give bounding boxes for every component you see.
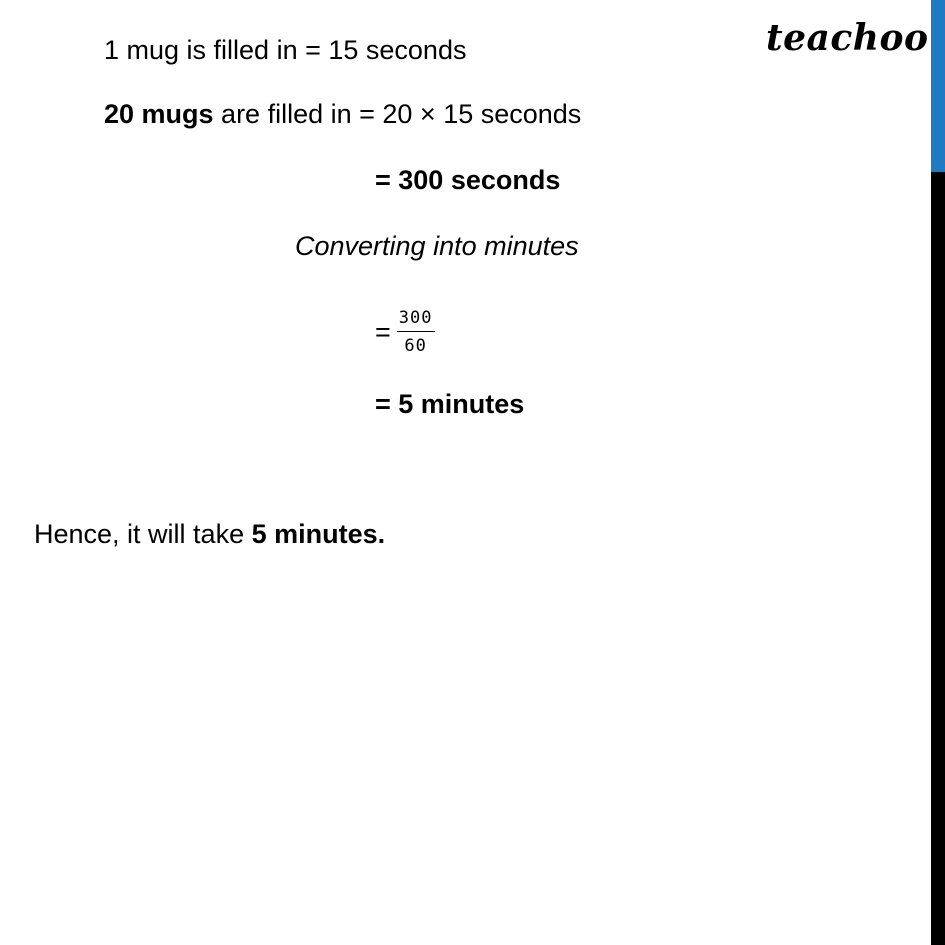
step-converting-heading: Converting into minutes — [295, 231, 579, 261]
fraction-expression — [375, 302, 435, 362]
fraction — [397, 307, 435, 357]
conclusion-answer: 5 minutes. — [251, 519, 386, 549]
conclusion — [34, 518, 385, 550]
step-5-minutes: = 5 minutes — [375, 389, 525, 419]
step-300-seconds: = 300 seconds — [375, 165, 561, 195]
teachoo-logo: teachoo — [766, 17, 929, 59]
right-side-bar-accent — [931, 0, 945, 172]
conclusion-prefix: Hence, it will take — [34, 519, 252, 549]
step-twenty-mugs-rest: are filled in = 20 × 15 seconds — [213, 99, 582, 129]
fraction-numerator: 300 — [397, 307, 435, 332]
step-twenty-mugs — [104, 98, 581, 130]
step-twenty-mugs-bold: 20 mugs — [104, 99, 214, 129]
step-one-mug: 1 mug is filled in = 15 seconds — [104, 35, 467, 65]
fraction-equals: = — [375, 316, 391, 347]
fraction-denominator: 60 — [404, 336, 427, 356]
